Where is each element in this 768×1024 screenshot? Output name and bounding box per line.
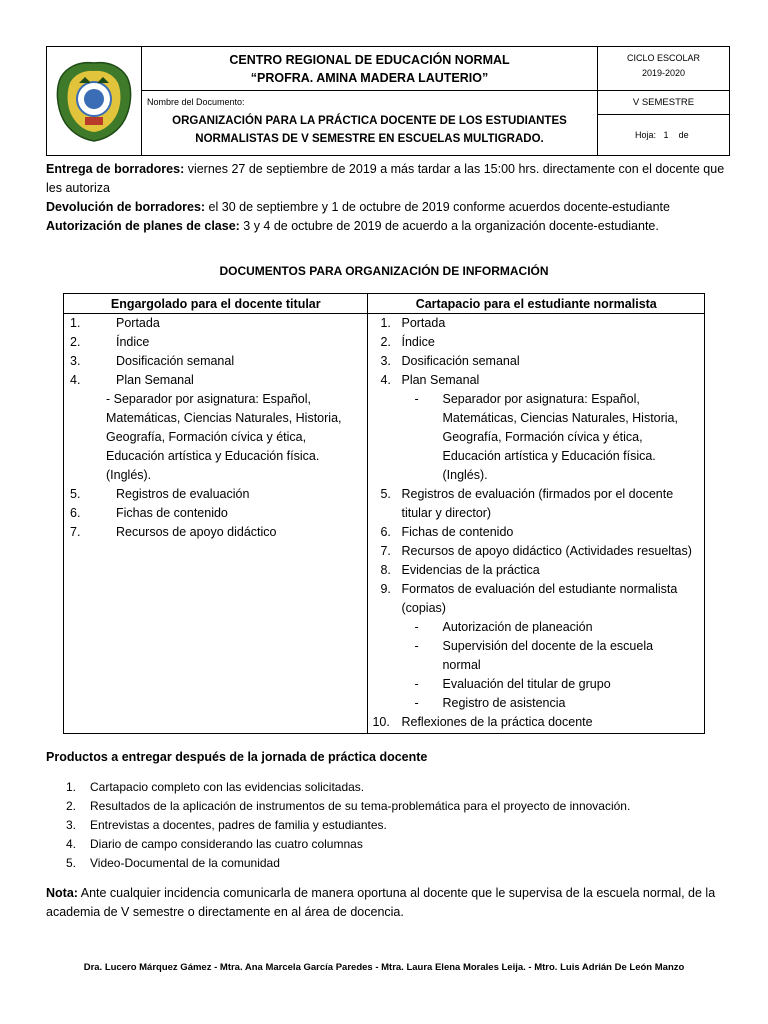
item-num: 1. xyxy=(70,316,81,330)
item-text: Video-Documental de la comunidad xyxy=(90,856,280,870)
item-text: Evidencias de la práctica xyxy=(401,563,540,577)
list-item xyxy=(368,485,704,523)
list-item xyxy=(64,314,367,333)
school-seal-icon xyxy=(47,47,142,155)
dash: - xyxy=(414,639,419,653)
semestre: V SEMESTRE xyxy=(598,91,729,115)
list-item xyxy=(66,797,630,816)
dash-text: Evaluación del titular de grupo xyxy=(442,677,611,691)
item-text: Formatos de evaluación del estudiante normalista (copias) xyxy=(401,582,678,615)
item-text: Diario de campo considerando las cuatro columnas xyxy=(90,837,363,851)
dash: - xyxy=(414,620,419,634)
item-num: 2. xyxy=(70,335,81,349)
item-num: 7. xyxy=(380,544,391,558)
header-info-cell xyxy=(598,47,729,155)
list-item xyxy=(66,854,630,873)
item-text: Reflexiones de la práctica docente xyxy=(401,715,593,729)
item-num: 3. xyxy=(70,354,81,368)
item-text: Fichas de contenido xyxy=(401,525,514,539)
item-text: Cartapacio completo con las evidencias solicitadas. xyxy=(90,780,365,794)
documents-table xyxy=(63,293,705,734)
item-text: Recursos de apoyo didáctico (Actividades resueltas) xyxy=(401,544,692,558)
list-item xyxy=(66,816,630,835)
logo-cell xyxy=(47,47,142,155)
item-num: 4. xyxy=(66,837,77,851)
col1-subitem: - Separador por asignatura: Español, Matemáticas, Ciencias Naturales, Historia, Geografía, Formación cívica y ética, Educación artística y Educación física. (Inglés). xyxy=(106,392,342,482)
list-item xyxy=(64,352,367,371)
dash-item xyxy=(368,618,704,637)
list-item xyxy=(368,580,704,618)
list-item xyxy=(66,835,630,854)
list-item xyxy=(64,504,367,523)
item-text: Recursos de apoyo didáctico xyxy=(116,525,277,539)
subitem-text: Separador por asignatura: Español, Matemáticas, Ciencias Naturales, Historia, Geografía, Formación cívica y ética, Educación artística y Educación física. (Inglés). xyxy=(442,392,678,482)
list-item xyxy=(64,523,367,542)
dash: - xyxy=(414,677,419,691)
hoja xyxy=(598,115,729,155)
item-num: 4. xyxy=(70,373,81,387)
col2-subitem xyxy=(368,390,704,485)
list-item xyxy=(368,371,704,390)
list-item xyxy=(368,561,704,580)
item-text: Plan Semanal xyxy=(116,373,194,387)
entrega-line xyxy=(46,160,726,198)
school-name: CENTRO REGIONAL DE EDUCACIÓN NORMAL xyxy=(229,53,510,67)
dash: - xyxy=(414,696,419,710)
note-text: Ante cualquier incidencia comunicarla de manera oportuna al docente que le supervisa de la escuela normal, de la academia de V semestre o directamente en al área de docencia. xyxy=(46,886,716,919)
ciclo-value: 2019-2020 xyxy=(641,68,686,78)
item-text: Dosificación semanal xyxy=(401,354,520,368)
dash-item xyxy=(368,637,704,675)
doc-label: Nombre del Documento: xyxy=(147,97,245,107)
list-item xyxy=(368,542,704,561)
item-num: 10. xyxy=(372,715,390,729)
section-title: DOCUMENTOS PARA ORGANIZACIÓN DE INFORMACIÓN xyxy=(219,264,549,278)
item-num: 5. xyxy=(380,487,391,501)
list-item xyxy=(368,713,704,732)
document-name-row xyxy=(142,91,597,155)
col2-cell xyxy=(368,314,705,734)
item-text: Índice xyxy=(116,335,150,349)
item-text: Resultados de la aplicación de instrumentos de su tema-problemática para el proyecto de innovación. xyxy=(90,799,631,813)
item-text: Entrevistas a docentes, padres de familia y estudiantes. xyxy=(90,818,387,832)
list-item xyxy=(64,333,367,352)
autorizacion-text: 3 y 4 de octubre de 2019 de acuerdo a la organización docente-estudiante. xyxy=(239,219,659,233)
footer-signatures: Dra. Lucero Márquez Gámez - Mtra. Ana Marcela García Paredes - Mtra. Laura Elena Morales Leija. - Mtro. Luis Adrián De León Manzo xyxy=(83,962,685,973)
item-num: 7. xyxy=(70,525,81,539)
item-num: 6. xyxy=(70,506,81,520)
doc-title-line1: ORGANIZACIÓN PARA LA PRÁCTICA DOCENTE DE LOS ESTUDIANTES xyxy=(172,115,567,127)
dash-text: Autorización de planeación xyxy=(442,620,593,634)
item-num: 1. xyxy=(380,316,391,330)
devolucion-text: el 30 de septiembre y 1 de octubre de 2019 conforme acuerdos docente-estudiante xyxy=(205,200,670,214)
products-list xyxy=(66,778,630,873)
autorizacion-line xyxy=(46,217,726,236)
school-subtitle: “PROFRA. AMINA MADERA LAUTERIO” xyxy=(250,71,489,85)
doc-title xyxy=(142,112,597,148)
hoja-de: de xyxy=(678,130,689,140)
list-item xyxy=(368,333,704,352)
item-text: Portada xyxy=(116,316,160,330)
header-title-cell xyxy=(142,47,598,155)
dash: - xyxy=(414,392,419,406)
list-item xyxy=(66,778,630,797)
list-item xyxy=(64,485,367,504)
document-header xyxy=(46,46,730,156)
item-num: 3. xyxy=(380,354,391,368)
note-label: Nota: xyxy=(46,886,78,900)
item-num: 3. xyxy=(66,818,77,832)
list-item xyxy=(368,314,704,333)
item-num: 8. xyxy=(380,563,391,577)
item-num: 9. xyxy=(380,582,391,596)
autorizacion-label: Autorización de planes de clase: xyxy=(46,219,240,233)
item-num: 2. xyxy=(380,335,391,349)
ciclo-label: CICLO ESCOLAR xyxy=(626,53,701,63)
item-num: 5. xyxy=(70,487,81,501)
item-text: Fichas de contenido xyxy=(116,506,228,520)
hoja-num: 1 xyxy=(663,130,669,140)
table-body-row xyxy=(64,314,705,734)
table-header-row xyxy=(64,294,705,314)
item-text: Portada xyxy=(401,316,446,330)
item-text: Plan Semanal xyxy=(401,373,480,387)
list-item xyxy=(368,523,704,542)
dash-text: Registro de asistencia xyxy=(442,696,566,710)
dash-item xyxy=(368,675,704,694)
item-text: Registros de evaluación (firmados por el docente titular y director) xyxy=(401,487,674,520)
intro-paragraphs xyxy=(46,160,726,236)
list-item xyxy=(64,371,367,390)
item-text: Dosificación semanal xyxy=(116,354,235,368)
item-text: Índice xyxy=(401,335,435,349)
school-name-row xyxy=(142,47,597,91)
col1-cell xyxy=(64,314,368,734)
item-num: 1. xyxy=(66,780,77,794)
dash-item xyxy=(368,694,704,713)
col2-header: Cartapacio para el estudiante normalista xyxy=(368,294,705,314)
item-num: 5. xyxy=(66,856,77,870)
note-paragraph xyxy=(46,884,726,922)
entrega-text: viernes 27 de septiembre de 2019 a más tardar a las 15:00 hrs. directamente con el docente que les autoriza xyxy=(46,162,725,195)
hoja-label: Hoja: xyxy=(635,130,657,140)
dash-text: Supervisión del docente de la escuela normal xyxy=(442,639,654,672)
item-num: 2. xyxy=(66,799,77,813)
list-item xyxy=(368,352,704,371)
col1-header: Engargolado para el docente titular xyxy=(64,294,368,314)
entrega-label: Entrega de borradores: xyxy=(46,162,185,176)
ciclo-escolar xyxy=(598,47,729,91)
item-num: 6. xyxy=(380,525,391,539)
doc-title-line2: NORMALISTAS DE V SEMESTRE EN ESCUELAS MULTIGRADO. xyxy=(195,133,544,145)
devolucion-line xyxy=(46,198,726,217)
item-text: Registros de evaluación xyxy=(116,487,250,501)
item-num: 4. xyxy=(380,373,391,387)
products-title: Productos a entregar después de la jornada de práctica docente xyxy=(46,750,428,764)
devolucion-label: Devolución de borradores: xyxy=(46,200,206,214)
